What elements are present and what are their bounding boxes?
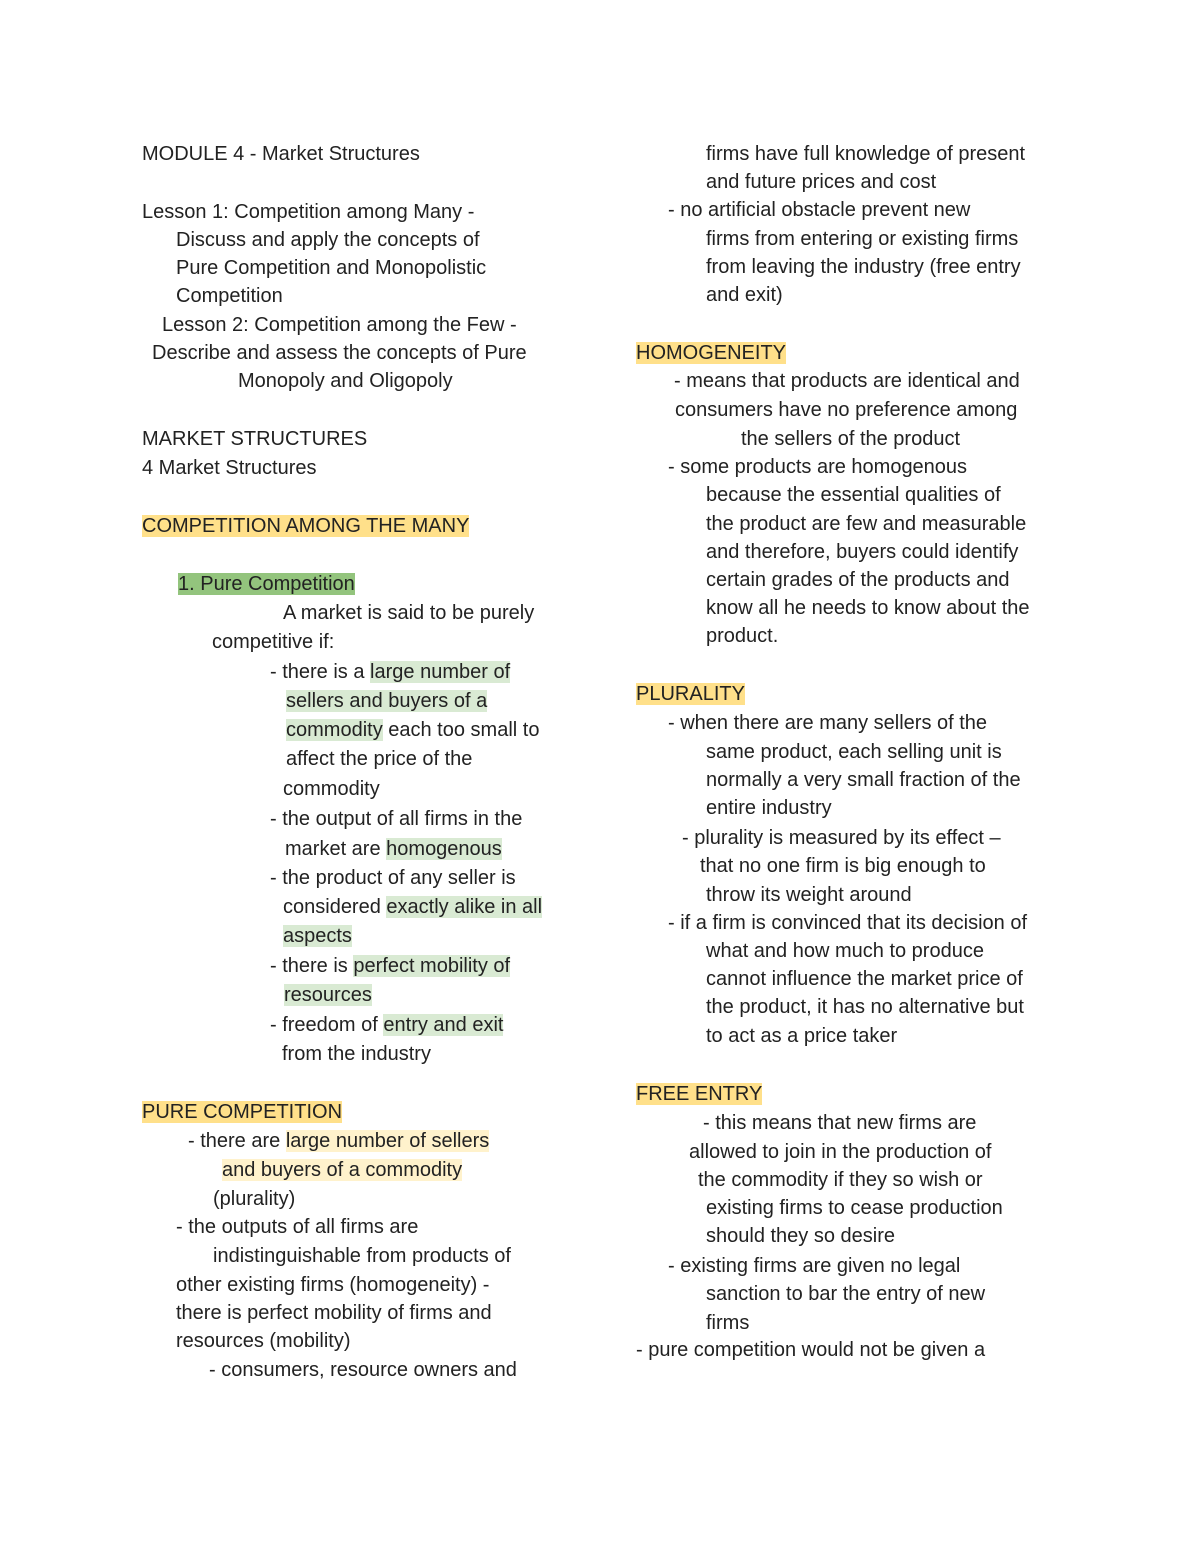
homogeneity-line: - means that products are identical and [674, 370, 1020, 392]
heading-highlight: COMPETITION AMONG THE MANY [142, 515, 470, 537]
lesson-1-line: Pure Competition and Monopolistic [176, 257, 487, 279]
plurality-line: - plurality is measured by its effect – [682, 827, 1001, 849]
module-title: MODULE 4 - Market Structures [142, 143, 420, 165]
condition-text: - there is [270, 955, 354, 977]
term-highlight: perfect mobility of [353, 955, 511, 977]
pure-competition-item [178, 570, 355, 598]
free-entry-line: should they so desire [706, 1225, 896, 1247]
plurality-line: that no one firm is big enough to [700, 855, 986, 877]
pure-line: resources (mobility) [176, 1330, 351, 1352]
term-highlight: homogenous [386, 838, 502, 860]
condition-text: each too small to [382, 719, 540, 741]
free-entry-line: allowed to join in the production of [689, 1141, 992, 1163]
condition-line: - the product of any seller is [270, 867, 516, 889]
pure-line: other existing firms (homogeneity) - [176, 1274, 490, 1296]
homogeneity-line: - some products are homogenous [668, 456, 968, 478]
plurality-line: throw its weight around [706, 884, 912, 906]
plurality-line: cannot influence the market price of [706, 968, 1023, 990]
condition-line [283, 922, 352, 950]
pure-line: - consumers, resource owners and [209, 1359, 517, 1381]
free-entry-line: firms [706, 1312, 750, 1334]
homogeneity-line: product. [706, 625, 779, 647]
plurality-line: normally a very small fraction of the [706, 769, 1021, 791]
free-entry-line: existing firms to cease production [706, 1197, 1003, 1219]
item-highlight: 1. Pure Competition [178, 573, 355, 595]
four-market-structures: 4 Market Structures [142, 457, 317, 479]
pure-intro-line: competitive if: [212, 631, 335, 653]
free-entry-line: - this means that new firms are [703, 1112, 977, 1134]
plurality-line: what and how much to produce [706, 940, 984, 962]
pure-line: (plurality) [213, 1188, 296, 1210]
plurality-line: to act as a price taker [706, 1025, 898, 1047]
term-highlight: large number of [370, 661, 511, 683]
competition-many-heading [142, 512, 469, 540]
pure-line [222, 1156, 462, 1184]
condition-line [270, 1011, 503, 1039]
condition-line: commodity [283, 778, 380, 800]
term-highlight: entry and exit [383, 1014, 504, 1036]
lesson-1-line: Discuss and apply the concepts of [176, 229, 480, 251]
continued-line: firms have full knowledge of present [706, 143, 1026, 165]
continued-line: and future prices and cost [706, 171, 937, 193]
homogeneity-line: because the essential qualities of [706, 484, 1001, 506]
condition-text: - there is a [270, 661, 371, 683]
condition-line: - the output of all firms in the [270, 808, 523, 830]
continued-line: and exit) [706, 284, 783, 306]
condition-line [285, 835, 502, 863]
condition-line [286, 716, 539, 744]
condition-line [270, 658, 510, 686]
lesson-2-line: Describe and assess the concepts of Pure [152, 342, 527, 364]
plurality-heading [636, 680, 745, 708]
plurality-line: the product, it has no alternative but [706, 996, 1024, 1018]
homogeneity-line: know all he needs to know about the [706, 597, 1030, 619]
pure-text: - there are [188, 1130, 286, 1152]
homogeneity-line: and therefore, buyers could identify [706, 541, 1019, 563]
lesson-2-line: Monopoly and Oligopoly [238, 370, 453, 392]
term-highlight: exactly alike in all [386, 896, 543, 918]
condition-line [270, 952, 510, 980]
plurality-line: - if a firm is convinced that its decision of [668, 912, 1028, 934]
free-entry-line: sanction to bar the entry of new [706, 1283, 986, 1305]
heading-highlight: FREE ENTRY [636, 1083, 763, 1105]
homogeneity-line: the sellers of the product [741, 428, 961, 450]
condition-line [283, 893, 542, 921]
homogeneity-line: certain grades of the products and [706, 569, 1010, 591]
pure-highlight: large number of sellers [285, 1130, 490, 1152]
condition-line [286, 687, 487, 715]
free-entry-heading [636, 1080, 762, 1108]
term-highlight: resources [284, 984, 372, 1006]
continued-line: - no artificial obstacle prevent new [668, 199, 971, 221]
condition-line: from the industry [282, 1043, 431, 1065]
homogeneity-heading [636, 339, 786, 367]
continued-line: firms from entering or existing firms [706, 228, 1019, 250]
plurality-line: same product, each selling unit is [706, 741, 1002, 763]
condition-line: affect the price of the [286, 748, 473, 770]
pure-intro-line: A market is said to be purely [283, 602, 535, 624]
heading-highlight: PURE COMPETITION [142, 1101, 343, 1123]
heading-highlight: PLURALITY [636, 683, 745, 705]
free-entry-line: - pure competition would not be given a [636, 1339, 986, 1361]
homogeneity-line: consumers have no preference among [675, 399, 1018, 421]
term-highlight: aspects [283, 925, 352, 947]
condition-text: market are [285, 838, 387, 860]
pure-competition-heading [142, 1098, 342, 1126]
heading-highlight: HOMOGENEITY [636, 342, 787, 364]
lesson-2-line: Lesson 2: Competition among the Few - [162, 314, 517, 336]
condition-text: considered [283, 896, 387, 918]
condition-line [284, 981, 372, 1009]
continued-line: from leaving the industry (free entry [706, 256, 1021, 278]
plurality-line: - when there are many sellers of the [668, 712, 988, 734]
pure-line: - the outputs of all firms are [176, 1216, 419, 1238]
term-highlight: commodity [286, 719, 383, 741]
term-highlight: sellers and buyers of a [286, 690, 488, 712]
pure-line [188, 1127, 489, 1155]
pure-highlight: and buyers of a commodity [222, 1159, 463, 1181]
homogeneity-line: the product are few and measurable [706, 513, 1027, 535]
market-structures-heading: MARKET STRUCTURES [142, 428, 368, 450]
condition-text: - freedom of [270, 1014, 384, 1036]
free-entry-line: - existing firms are given no legal [668, 1255, 961, 1277]
pure-line: indistinguishable from products of [213, 1245, 511, 1267]
pure-line: there is perfect mobility of firms and [176, 1302, 492, 1324]
lesson-1-line: Lesson 1: Competition among Many - [142, 201, 475, 223]
plurality-line: entire industry [706, 797, 832, 819]
free-entry-line: the commodity if they so wish or [698, 1169, 983, 1191]
lesson-1-line: Competition [176, 285, 283, 307]
